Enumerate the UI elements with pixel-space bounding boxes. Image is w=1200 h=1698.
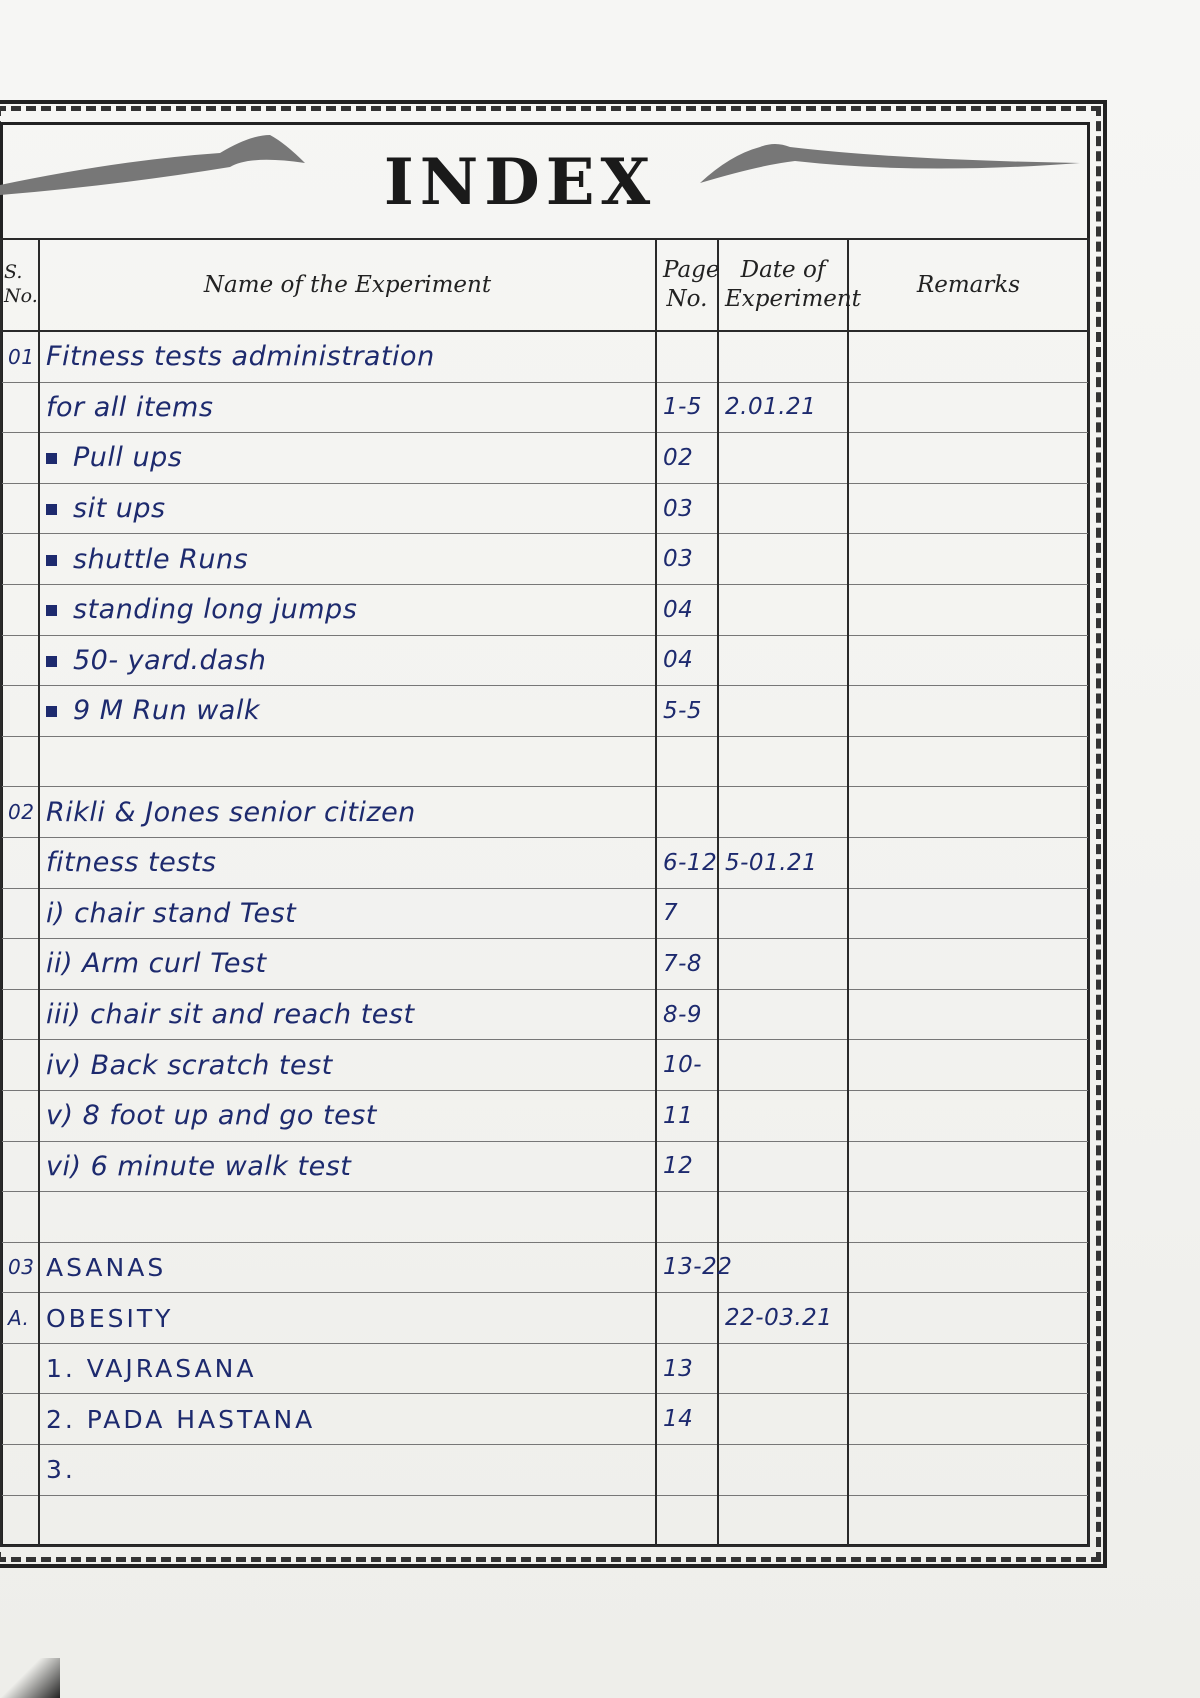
table-row bbox=[1, 1192, 1089, 1243]
header-remarks: Remarks bbox=[848, 239, 1089, 331]
experiment-name-cell bbox=[39, 1141, 656, 1192]
page-title: INDEX bbox=[383, 145, 657, 220]
experiment-name-cell bbox=[39, 989, 656, 1040]
date-cell bbox=[718, 736, 848, 787]
experiment-name: i) chair stand Test bbox=[46, 897, 297, 929]
page-number-cell bbox=[656, 787, 718, 838]
remarks-cell bbox=[848, 1090, 1089, 1141]
date-cell: 2.01.21 bbox=[718, 382, 848, 433]
table-row bbox=[1, 331, 1089, 382]
experiment-name: OBESITY bbox=[46, 1303, 174, 1333]
sno-cell: 03 bbox=[1, 1242, 39, 1293]
sno-cell: A. bbox=[1, 1293, 39, 1344]
experiment-name: vi) 6 minute walk test bbox=[46, 1150, 352, 1182]
date-cell bbox=[718, 1040, 848, 1091]
index-table bbox=[0, 238, 1090, 1547]
bullet-icon bbox=[46, 706, 57, 717]
sno-cell bbox=[1, 534, 39, 585]
experiment-name: shuttle Runs bbox=[73, 543, 249, 575]
date-cell bbox=[718, 331, 848, 382]
experiment-name-cell bbox=[39, 1445, 656, 1496]
experiment-name: 1. VAJRASANA bbox=[46, 1354, 257, 1384]
remarks-cell bbox=[848, 382, 1089, 433]
bullet-icon bbox=[46, 504, 57, 515]
page-number-cell: 1-5 bbox=[656, 382, 718, 433]
date-cell bbox=[718, 1192, 848, 1243]
date-cell: 22-03.21 bbox=[718, 1293, 848, 1344]
remarks-cell bbox=[848, 1040, 1089, 1091]
date-cell bbox=[718, 989, 848, 1040]
date-cell bbox=[718, 1495, 848, 1546]
remarks-cell bbox=[848, 534, 1089, 585]
sno-cell bbox=[1, 686, 39, 737]
page-number-cell: 04 bbox=[656, 635, 718, 686]
experiment-name: 50- yard.dash bbox=[73, 644, 267, 676]
remarks-cell bbox=[848, 1445, 1089, 1496]
table-row bbox=[1, 1293, 1089, 1344]
date-cell bbox=[718, 1394, 848, 1445]
date-cell bbox=[718, 787, 848, 838]
page-number-cell bbox=[656, 331, 718, 382]
page-number-cell: 13-22 bbox=[656, 1242, 718, 1293]
remarks-cell bbox=[848, 787, 1089, 838]
experiment-name-cell bbox=[39, 331, 656, 382]
experiment-name-cell bbox=[39, 584, 656, 635]
date-cell bbox=[718, 1343, 848, 1394]
experiment-name: fitness tests bbox=[46, 847, 217, 879]
date-cell bbox=[718, 534, 848, 585]
page-shadow bbox=[0, 1658, 60, 1698]
page-number-cell: 7 bbox=[656, 888, 718, 939]
experiment-name-cell bbox=[39, 1293, 656, 1344]
experiment-name-cell bbox=[39, 1242, 656, 1293]
experiment-name-cell bbox=[39, 1040, 656, 1091]
date-cell: 5-01.21 bbox=[718, 837, 848, 888]
experiment-name-cell bbox=[39, 837, 656, 888]
sno-cell bbox=[1, 1343, 39, 1394]
sno-cell bbox=[1, 939, 39, 990]
experiment-name-cell bbox=[39, 736, 656, 787]
experiment-name-cell bbox=[39, 939, 656, 990]
remarks-cell bbox=[848, 1192, 1089, 1243]
sno-cell bbox=[1, 1090, 39, 1141]
sno-cell bbox=[1, 1394, 39, 1445]
table-row bbox=[1, 584, 1089, 635]
table-row bbox=[1, 686, 1089, 737]
experiment-name: sit ups bbox=[73, 493, 166, 525]
sno-cell bbox=[1, 1192, 39, 1243]
sno-cell bbox=[1, 584, 39, 635]
page-number-cell: 14 bbox=[656, 1394, 718, 1445]
header-date: Date of Experiment bbox=[718, 239, 848, 331]
experiment-name: Fitness tests administration bbox=[46, 341, 435, 373]
table-row bbox=[1, 483, 1089, 534]
date-cell bbox=[718, 1242, 848, 1293]
page-number-cell bbox=[656, 1445, 718, 1496]
table-row bbox=[1, 1394, 1089, 1445]
bullet-icon bbox=[46, 656, 57, 667]
bullet-icon bbox=[46, 555, 57, 566]
remarks-cell bbox=[848, 989, 1089, 1040]
page-number-cell bbox=[656, 1495, 718, 1546]
page-number-cell: 12 bbox=[656, 1141, 718, 1192]
experiment-name: for all items bbox=[46, 391, 214, 423]
experiment-name: iv) Back scratch test bbox=[46, 1049, 333, 1081]
title-banner bbox=[0, 125, 1090, 235]
page-number-cell: 04 bbox=[656, 584, 718, 635]
date-cell bbox=[718, 1445, 848, 1496]
header-name: Name of the Experiment bbox=[39, 239, 656, 331]
experiment-name-cell bbox=[39, 787, 656, 838]
date-cell bbox=[718, 635, 848, 686]
table-row bbox=[1, 635, 1089, 686]
page-number-cell: 6-12 bbox=[656, 837, 718, 888]
table-row bbox=[1, 1495, 1089, 1546]
experiment-name-cell bbox=[39, 1192, 656, 1243]
experiment-name-cell bbox=[39, 1495, 656, 1546]
experiment-name: standing long jumps bbox=[73, 594, 358, 626]
table-row bbox=[1, 534, 1089, 585]
right-swoosh-ornament bbox=[700, 125, 1100, 235]
remarks-cell bbox=[848, 1242, 1089, 1293]
page-number-cell: 03 bbox=[656, 483, 718, 534]
header-page: Page No. bbox=[656, 239, 718, 331]
page-number-cell bbox=[656, 1293, 718, 1344]
table-row bbox=[1, 989, 1089, 1040]
sno-cell bbox=[1, 1445, 39, 1496]
experiment-name-cell bbox=[39, 1343, 656, 1394]
remarks-cell bbox=[848, 635, 1089, 686]
remarks-cell bbox=[848, 686, 1089, 737]
sno-cell bbox=[1, 635, 39, 686]
page-number-cell: 11 bbox=[656, 1090, 718, 1141]
page-number-cell: 02 bbox=[656, 433, 718, 484]
remarks-cell bbox=[848, 736, 1089, 787]
bullet-icon bbox=[46, 605, 57, 616]
table-row bbox=[1, 837, 1089, 888]
experiment-name: Rikli & Jones senior citizen bbox=[46, 796, 416, 828]
sno-cell bbox=[1, 837, 39, 888]
sno-cell bbox=[1, 888, 39, 939]
bullet-icon bbox=[46, 453, 57, 464]
sno-cell bbox=[1, 989, 39, 1040]
page-number-cell bbox=[656, 1192, 718, 1243]
sno-cell bbox=[1, 736, 39, 787]
remarks-cell bbox=[848, 1343, 1089, 1394]
remarks-cell bbox=[848, 1141, 1089, 1192]
page-number-cell: 8-9 bbox=[656, 989, 718, 1040]
date-cell bbox=[718, 1090, 848, 1141]
page-number-cell: 13 bbox=[656, 1343, 718, 1394]
table-row bbox=[1, 1090, 1089, 1141]
experiment-name-cell bbox=[39, 635, 656, 686]
sno-cell: 01 bbox=[1, 331, 39, 382]
experiment-name: 9 M Run walk bbox=[73, 695, 260, 727]
table-row bbox=[1, 1040, 1089, 1091]
date-cell bbox=[718, 686, 848, 737]
experiment-name: ASANAS bbox=[46, 1252, 167, 1282]
left-swoosh-ornament bbox=[0, 125, 360, 235]
page-number-cell: 10- bbox=[656, 1040, 718, 1091]
table-row bbox=[1, 382, 1089, 433]
table-row bbox=[1, 433, 1089, 484]
index-rows bbox=[1, 331, 1089, 1546]
sno-cell: 02 bbox=[1, 787, 39, 838]
page-number-cell: 03 bbox=[656, 534, 718, 585]
experiment-name: v) 8 foot up and go test bbox=[46, 1100, 377, 1132]
table-row bbox=[1, 1343, 1089, 1394]
date-cell bbox=[718, 483, 848, 534]
experiment-name: ii) Arm curl Test bbox=[46, 948, 267, 980]
experiment-name: 3. bbox=[46, 1455, 76, 1485]
experiment-name: Pull ups bbox=[73, 442, 183, 474]
table-row bbox=[1, 1141, 1089, 1192]
remarks-cell bbox=[848, 1495, 1089, 1546]
sno-cell bbox=[1, 1040, 39, 1091]
experiment-name-cell bbox=[39, 686, 656, 737]
remarks-cell bbox=[848, 1293, 1089, 1344]
sno-cell bbox=[1, 382, 39, 433]
date-cell bbox=[718, 584, 848, 635]
experiment-name: iii) chair sit and reach test bbox=[46, 999, 415, 1031]
header-row bbox=[1, 239, 1089, 331]
remarks-cell bbox=[848, 483, 1089, 534]
experiment-name-cell bbox=[39, 483, 656, 534]
table-row bbox=[1, 939, 1089, 990]
experiment-name-cell bbox=[39, 1090, 656, 1141]
remarks-cell bbox=[848, 433, 1089, 484]
table-row bbox=[1, 736, 1089, 787]
sno-cell bbox=[1, 433, 39, 484]
remarks-cell bbox=[848, 584, 1089, 635]
experiment-name-cell bbox=[39, 382, 656, 433]
header-sno: S. No. bbox=[1, 239, 39, 331]
experiment-name-cell bbox=[39, 888, 656, 939]
table-row bbox=[1, 888, 1089, 939]
sno-cell bbox=[1, 483, 39, 534]
page-number-cell: 5-5 bbox=[656, 686, 718, 737]
date-cell bbox=[718, 433, 848, 484]
remarks-cell bbox=[848, 331, 1089, 382]
remarks-cell bbox=[848, 837, 1089, 888]
date-cell bbox=[718, 939, 848, 990]
experiment-name-cell bbox=[39, 433, 656, 484]
table-row bbox=[1, 787, 1089, 838]
table-row bbox=[1, 1445, 1089, 1496]
remarks-cell bbox=[848, 1394, 1089, 1445]
page-number-cell: 7-8 bbox=[656, 939, 718, 990]
experiment-name-cell bbox=[39, 534, 656, 585]
experiment-name: 2. PADA HASTANA bbox=[46, 1404, 316, 1434]
experiment-name-cell bbox=[39, 1394, 656, 1445]
date-cell bbox=[718, 1141, 848, 1192]
page-number-cell bbox=[656, 736, 718, 787]
remarks-cell bbox=[848, 939, 1089, 990]
remarks-cell bbox=[848, 888, 1089, 939]
date-cell bbox=[718, 888, 848, 939]
table-row bbox=[1, 1242, 1089, 1293]
sno-cell bbox=[1, 1495, 39, 1546]
sno-cell bbox=[1, 1141, 39, 1192]
